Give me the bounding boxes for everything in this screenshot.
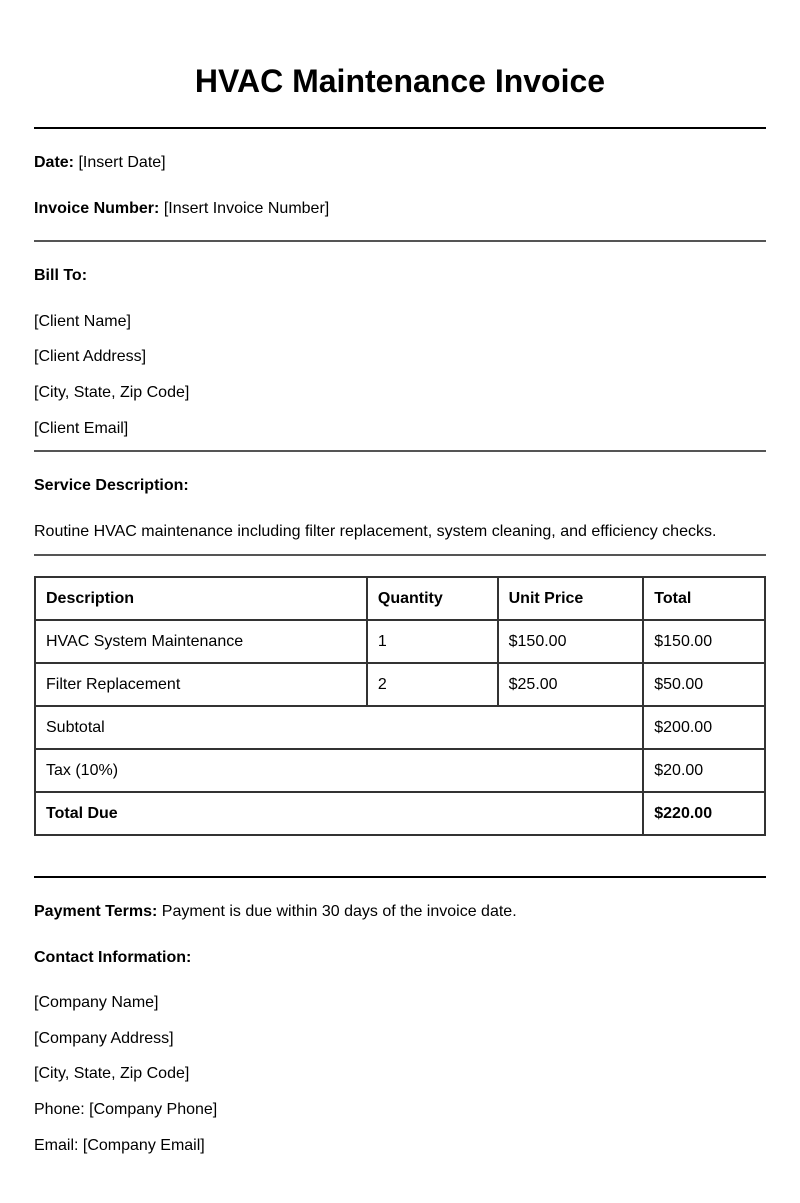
contact-information-heading: Contact Information: xyxy=(34,949,192,966)
bill-to-heading: Bill To: xyxy=(34,267,88,284)
tax-label: Tax (10%) xyxy=(35,749,643,792)
total-due-label: Total Due xyxy=(35,792,643,835)
service-description-text: Routine HVAC maintenance including filter replacement, system cleaning, and efficiency checks. xyxy=(34,523,717,540)
divider xyxy=(34,876,766,878)
subtotal-label: Subtotal xyxy=(35,706,643,749)
company-city-state-zip: [City, State, Zip Code] xyxy=(34,1065,190,1082)
column-header-total: Total xyxy=(643,577,765,620)
column-header-quantity: Quantity xyxy=(367,577,498,620)
divider xyxy=(34,127,766,129)
table-row xyxy=(35,663,765,706)
total-due-value: $220.00 xyxy=(643,792,765,835)
company-address: [Company Address] xyxy=(34,1030,174,1047)
divider xyxy=(34,554,766,556)
subtotal-row xyxy=(35,706,765,749)
item-quantity: 1 xyxy=(367,620,498,663)
invoice-items-table xyxy=(34,576,766,836)
column-header-unit-price: Unit Price xyxy=(498,577,644,620)
item-description: Filter Replacement xyxy=(35,663,367,706)
client-email: [Client Email] xyxy=(34,420,129,437)
table-header-row xyxy=(35,577,765,620)
company-email: Email: [Company Email] xyxy=(34,1137,205,1154)
date-value: [Insert Date] xyxy=(78,154,166,171)
tax-value: $20.00 xyxy=(643,749,765,792)
total-due-row xyxy=(35,792,765,835)
item-quantity: 2 xyxy=(367,663,498,706)
item-total: $150.00 xyxy=(643,620,765,663)
payment-terms-label: Payment Terms: xyxy=(34,903,158,920)
client-city-state-zip: [City, State, Zip Code] xyxy=(34,384,190,401)
page-title: HVAC Maintenance Invoice xyxy=(194,63,606,99)
invoice-number-line xyxy=(34,199,329,219)
divider xyxy=(34,240,766,242)
item-description: HVAC System Maintenance xyxy=(35,620,367,663)
subtotal-value: $200.00 xyxy=(643,706,765,749)
client-address: [Client Address] xyxy=(34,348,147,365)
invoice-number-label: Invoice Number: xyxy=(34,200,160,217)
item-unit-price: $150.00 xyxy=(498,620,644,663)
payment-terms-line xyxy=(34,902,517,922)
payment-terms-text: Payment is due within 30 days of the invoice date. xyxy=(161,903,517,920)
invoice-number-value: [Insert Invoice Number] xyxy=(163,200,330,217)
company-name: [Company Name] xyxy=(34,994,159,1011)
tax-row xyxy=(35,749,765,792)
table-row xyxy=(35,620,765,663)
date-label: Date: xyxy=(34,154,75,171)
item-total: $50.00 xyxy=(643,663,765,706)
column-header-description: Description xyxy=(35,577,367,620)
date-line xyxy=(34,153,166,173)
item-unit-price: $25.00 xyxy=(498,663,644,706)
company-phone: Phone: [Company Phone] xyxy=(34,1101,218,1118)
service-description-heading: Service Description: xyxy=(34,477,189,494)
client-name: [Client Name] xyxy=(34,313,131,330)
divider xyxy=(34,450,766,452)
